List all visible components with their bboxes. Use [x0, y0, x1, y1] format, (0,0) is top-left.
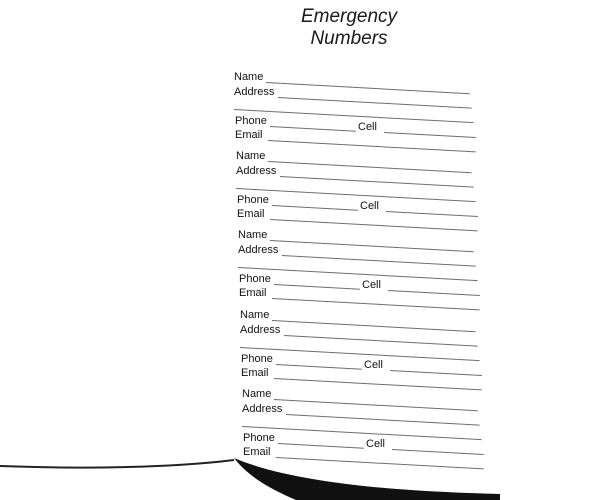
- phone-field-4[interactable]: [276, 364, 362, 370]
- email-field-5[interactable]: [276, 457, 484, 469]
- address-field-extra-4[interactable]: [240, 347, 480, 361]
- phone-field-2[interactable]: [272, 205, 358, 211]
- phone-label-1: Phone: [235, 115, 267, 127]
- address-field-5[interactable]: [286, 414, 480, 426]
- cell-label-2: Cell: [360, 200, 379, 212]
- address-field-2[interactable]: [280, 176, 474, 188]
- cell-label-4: Cell: [364, 359, 383, 371]
- email-field-2[interactable]: [270, 219, 478, 231]
- page-title-line-1: Emergency: [300, 6, 398, 27]
- cell-label-5: Cell: [366, 438, 385, 450]
- cell-field-4[interactable]: [390, 370, 482, 376]
- name-field-2[interactable]: [268, 161, 472, 173]
- cell-label-3: Cell: [362, 279, 381, 291]
- cell-field-2[interactable]: [386, 211, 478, 217]
- email-field-4[interactable]: [274, 378, 482, 390]
- address-field-1[interactable]: [278, 97, 472, 109]
- name-label-1: Name: [234, 71, 264, 83]
- cell-field-1[interactable]: [384, 132, 476, 138]
- email-label-3: Email: [239, 287, 267, 299]
- name-field-5[interactable]: [274, 399, 478, 411]
- name-field-4[interactable]: [272, 320, 476, 332]
- phone-label-2: Phone: [237, 194, 269, 206]
- email-label-5: Email: [243, 446, 271, 458]
- address-field-3[interactable]: [282, 255, 476, 267]
- phone-field-3[interactable]: [274, 284, 360, 290]
- email-label-2: Email: [237, 208, 265, 220]
- address-field-4[interactable]: [284, 335, 478, 347]
- address-field-extra-1[interactable]: [234, 109, 474, 123]
- address-label-4: Address: [240, 324, 281, 336]
- address-field-extra-3[interactable]: [238, 267, 478, 281]
- address-label-3: Address: [238, 244, 279, 256]
- cell-field-5[interactable]: [392, 449, 484, 455]
- cell-label-1: Cell: [358, 121, 377, 133]
- page-title-line-2: Numbers: [310, 28, 388, 49]
- email-field-3[interactable]: [272, 298, 480, 310]
- phone-field-5[interactable]: [278, 443, 364, 449]
- phone-label-3: Phone: [239, 273, 271, 285]
- phone-label-5: Phone: [243, 432, 275, 444]
- address-field-extra-2[interactable]: [236, 188, 476, 202]
- name-field-3[interactable]: [270, 240, 474, 252]
- email-label-1: Email: [235, 129, 263, 141]
- address-label-1: Address: [234, 86, 275, 98]
- phone-field-1[interactable]: [270, 126, 356, 132]
- name-field-1[interactable]: [266, 82, 470, 94]
- address-field-extra-5[interactable]: [242, 426, 482, 440]
- name-label-3: Name: [238, 229, 268, 241]
- address-label-2: Address: [236, 165, 277, 177]
- email-label-4: Email: [241, 367, 269, 379]
- name-label-4: Name: [240, 309, 270, 321]
- phone-label-4: Phone: [241, 353, 273, 365]
- address-label-5: Address: [242, 403, 283, 415]
- cell-field-3[interactable]: [388, 290, 480, 296]
- name-label-5: Name: [242, 388, 272, 400]
- email-field-1[interactable]: [268, 140, 476, 152]
- name-label-2: Name: [236, 150, 266, 162]
